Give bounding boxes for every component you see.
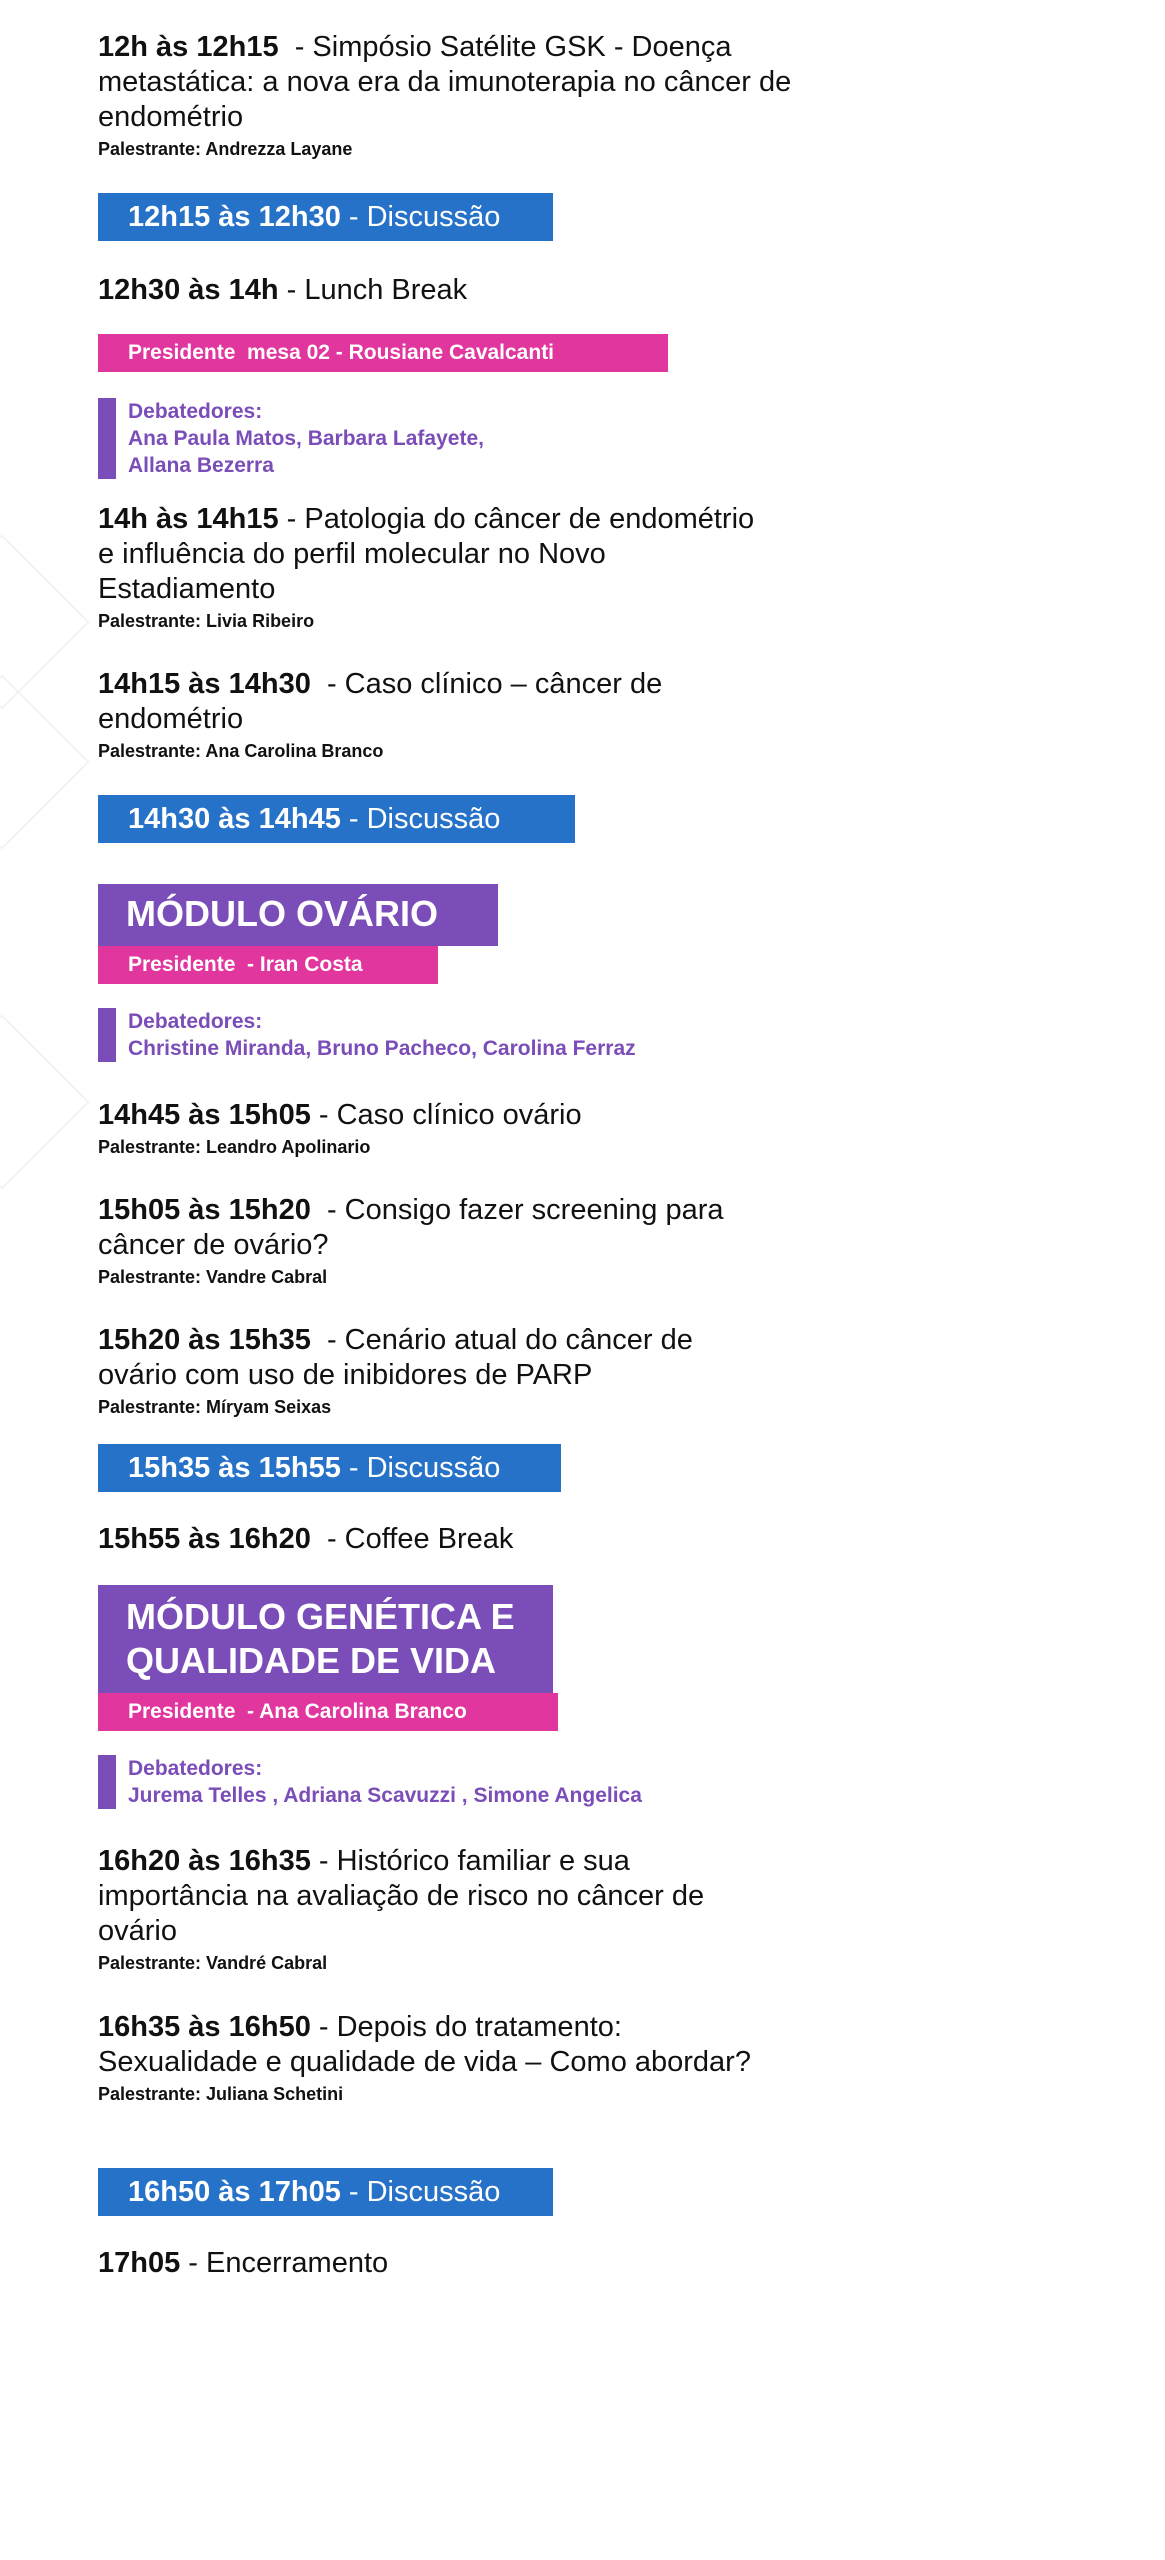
president-bar: Presidente mesa 02 - Rousiane Cavalcanti bbox=[98, 334, 668, 372]
module-header bbox=[98, 884, 498, 946]
talk-entry bbox=[98, 667, 708, 763]
separator: - bbox=[310, 668, 345, 700]
talk-speaker: Palestrante: Juliana Schetini bbox=[98, 2084, 344, 2104]
debaters-names: Jurema Telles , Adriana Scavuzzi , Simone Angelica bbox=[128, 1784, 642, 1807]
talk-time: 15h55 às 16h20 bbox=[98, 1523, 311, 1555]
debaters-heading: Debatedores: bbox=[128, 400, 263, 423]
talk-entry bbox=[98, 1098, 798, 1159]
separator: - bbox=[278, 274, 305, 306]
talk-entry bbox=[98, 1844, 778, 1975]
separator: - bbox=[310, 1324, 345, 1356]
talk-entry bbox=[98, 1522, 798, 1557]
talk-time: 15h05 às 15h20 bbox=[98, 1194, 311, 1226]
talk-title: Depois do tratamento: Sexualidade e qualidade de vida – Como abordar? bbox=[98, 2011, 751, 2078]
decorative-shape bbox=[0, 674, 90, 849]
talk-title: Lunch Break bbox=[304, 274, 468, 306]
talk-speaker: Palestrante: Andrezza Layane bbox=[98, 139, 353, 159]
separator: - bbox=[310, 1194, 345, 1226]
talk-speaker: Palestrante: Míryam Seixas bbox=[98, 1397, 332, 1417]
talk-speaker: Palestrante: Vandré Cabral bbox=[98, 1953, 328, 1973]
debaters-heading: Debatedores: bbox=[128, 1757, 263, 1780]
debaters-names: Christine Miranda, Bruno Pacheco, Carolina Ferraz bbox=[128, 1037, 636, 1060]
talk-time: 17h05 bbox=[98, 2247, 181, 2279]
talk-time: 16h20 às 16h35 bbox=[98, 1845, 311, 1877]
talk-title: Caso clínico ovário bbox=[336, 1099, 582, 1131]
talk-time: 16h35 às 16h50 bbox=[98, 2011, 311, 2043]
talk-entry bbox=[98, 30, 798, 161]
talk-speaker: Palestrante: Vandre Cabral bbox=[98, 1267, 328, 1287]
module-title: MÓDULO OVÁRIO bbox=[126, 893, 438, 934]
discussion-label: - Discussão bbox=[340, 1452, 501, 1484]
talk-entry bbox=[98, 1323, 738, 1419]
debaters-heading: Debatedores: bbox=[128, 1010, 263, 1033]
discussion-time: 14h30 às 14h45 bbox=[128, 803, 341, 835]
module-title: QUALIDADE DE VIDA bbox=[126, 1640, 497, 1681]
talk-title: Cenário atual do câncer de ovário com uso de inibidores de PARP bbox=[98, 1324, 693, 1391]
talk-time: 14h às 14h15 bbox=[98, 503, 279, 535]
talk-time: 14h15 às 14h30 bbox=[98, 668, 311, 700]
decorative-shape bbox=[0, 1014, 90, 1189]
president-bar: Presidente - Ana Carolina Branco bbox=[98, 1693, 558, 1731]
discussion-time: 16h50 às 17h05 bbox=[128, 2176, 341, 2208]
discussion-label: - Discussão bbox=[340, 201, 501, 233]
talk-speaker: Palestrante: Livia Ribeiro bbox=[98, 611, 315, 631]
discussion-bar bbox=[98, 2168, 553, 2216]
discussion-time: 12h15 às 12h30 bbox=[128, 201, 341, 233]
talk-time: 15h20 às 15h35 bbox=[98, 1324, 311, 1356]
module-header bbox=[98, 1585, 553, 1693]
talk-time: 12h30 às 14h bbox=[98, 274, 279, 306]
talk-speaker: Palestrante: Leandro Apolinario bbox=[98, 1137, 371, 1157]
discussion-bar bbox=[98, 1444, 561, 1492]
talk-title: Patologia do câncer de endométrio e influência do perfil molecular no Novo Estadiamento bbox=[98, 503, 755, 605]
debaters-block bbox=[98, 1008, 636, 1062]
talk-title: Consigo fazer screening para câncer de ovário? bbox=[98, 1194, 724, 1261]
decorative-shape bbox=[0, 534, 90, 709]
separator: - bbox=[278, 503, 305, 535]
talk-entry bbox=[98, 1193, 738, 1289]
separator: - bbox=[310, 1845, 337, 1877]
discussion-label: - Discussão bbox=[340, 803, 501, 835]
discussion-time: 15h35 às 15h55 bbox=[128, 1452, 341, 1484]
talk-speaker: Palestrante: Ana Carolina Branco bbox=[98, 741, 384, 761]
debaters-block bbox=[98, 1755, 642, 1809]
talk-entry bbox=[98, 273, 798, 308]
debaters-names: Allana Bezerra bbox=[128, 454, 274, 477]
separator: - bbox=[180, 2247, 207, 2279]
separator: - bbox=[310, 1099, 337, 1131]
separator: - bbox=[278, 31, 313, 63]
separator: - bbox=[310, 2011, 337, 2043]
discussion-bar bbox=[98, 193, 553, 241]
talk-entry bbox=[98, 2010, 758, 2106]
separator: - bbox=[310, 1523, 345, 1555]
debaters-block bbox=[98, 398, 484, 479]
talk-title: Encerramento bbox=[206, 2247, 389, 2279]
talk-time: 12h às 12h15 bbox=[98, 31, 279, 63]
talk-title: Histórico familiar e sua importância na avaliação de risco no câncer de ovário bbox=[98, 1845, 705, 1947]
talk-entry bbox=[98, 502, 758, 633]
president-bar: Presidente - Iran Costa bbox=[98, 946, 438, 984]
talk-title: Coffee Break bbox=[344, 1523, 514, 1555]
discussion-bar bbox=[98, 795, 575, 843]
talk-time: 14h45 às 15h05 bbox=[98, 1099, 311, 1131]
talk-entry bbox=[98, 2246, 798, 2281]
module-title: MÓDULO GENÉTICA E bbox=[126, 1596, 515, 1637]
discussion-label: - Discussão bbox=[340, 2176, 501, 2208]
talk-title: Caso clínico – câncer de endométrio bbox=[98, 668, 663, 735]
debaters-names: Ana Paula Matos, Barbara Lafayete, bbox=[128, 427, 484, 450]
talk-title: Simpósio Satélite GSK - Doença metastática: a nova era da imunoterapia no câncer de endométrio bbox=[98, 31, 792, 133]
